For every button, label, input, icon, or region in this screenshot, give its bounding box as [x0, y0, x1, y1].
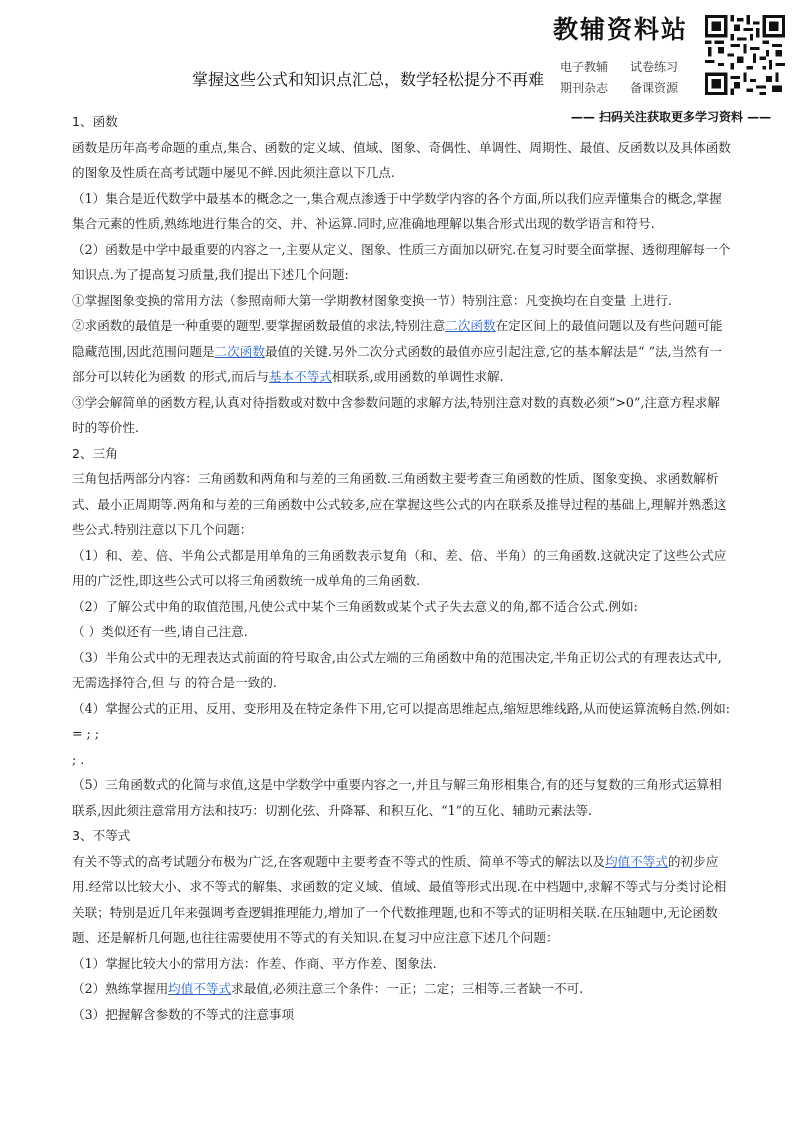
text: 相联系,或用函数的单调性求解.: [331, 369, 504, 384]
paragraph: [72, 313, 732, 390]
link-journals[interactable]: 期刊杂志: [560, 81, 609, 95]
link-lesson-resources[interactable]: 备课资源: [630, 81, 679, 95]
text: 求最值,必须注意三个条件：一正；二定；三相等.三者缺一不可.: [231, 981, 584, 996]
paragraph: （5）三角函数式的化简与求值,这是中学数学中重要内容之一,并且与解三角形相集合,有的还与复数的三角形式运算相联系,因此须注意常用方法和技巧：切割化弦、升降幂、和积互化、“1”的互化、辅助元素法等.: [72, 777, 722, 818]
paragraph: 三角包括两部分内容：三角函数和两角和与差的三角函数.三角函数主要考查三角函数的性质、图象变换、求函数解析式、最小正周期等.两角和与差的三角函数中公式较多,应在掌握这些公式的内在联系及推导过程的基础上,理解并熟悉这些公式.特别注意以下几个问题：: [72, 471, 727, 537]
paragraph: [72, 976, 732, 1002]
text: 最值的关键.另外二次分式函数的最值亦应引起注意,它的基本解法是“ ”法,当然有一部分可以转化为函数 的形式,而后与: [72, 343, 722, 384]
section-heading-functions: 1、函数: [72, 114, 118, 129]
link-basic-inequality[interactable]: 基本不等式: [268, 369, 332, 384]
paragraph: （ ）类似还有一些,请自己注意.: [72, 624, 248, 639]
paragraph: 函数是历年高考命题的重点,集合、函数的定义域、值域、图象、奇偶性、单调性、周期性、最值、反函数以及具体函数的图象及性质在高考试题中屡见不鲜.因此须注意以下几点.: [72, 139, 731, 180]
link-mean-inequality[interactable]: 均值不等式: [168, 981, 232, 996]
link-mean-inequality[interactable]: 均值不等式: [604, 853, 668, 869]
link-exams[interactable]: 试卷练习: [630, 60, 679, 74]
article-body: [72, 109, 732, 1027]
paragraph: ③学会解简单的函数方程,认真对待指数或对数中含参数问题的求解方法,特别注意对数的真数必须“>0”,注意方程求解时的等价性.: [72, 394, 720, 435]
link-ebooks[interactable]: 电子教辅: [560, 60, 609, 74]
link-quadratic-function[interactable]: 二次函数: [445, 318, 496, 333]
paragraph: （1）集合是近代数学中最基本的概念之一,集合观点渗透于中学数学内容的各个方面,所以我们应弄懂集合的概念,掌握集合元素的性质,熟练地进行集合的交、并、补运算.同时,应准确地理解以集合形式出现的数学语言和符号.: [72, 190, 722, 231]
paragraph: （2）函数是中学中最重要的内容之一,主要从定义、图象、性质三方面加以研究.在复习时要全面掌握、透彻理解每一个知识点.为了提高复习质量,我们提出下述几个问题:: [72, 241, 731, 282]
link-quadratic-function[interactable]: 二次函数: [214, 343, 265, 359]
header-links: [560, 58, 700, 96]
paragraph: （1）掌握比较大小的常用方法：作差、作商、平方作差、图象法.: [72, 955, 437, 971]
paragraph: （3）把握解含参数的不等式的注意事项: [72, 1006, 295, 1022]
text: （2）熟练掌握用: [72, 981, 169, 996]
paragraph: [72, 849, 732, 951]
scan-qr-caption: —— 扫码关注获取更多学习资料 ——: [570, 110, 772, 124]
paragraph: ①掌握图象变换的常用方法（参照南师大第一学期教材图象变换一节）特别注意：凡变换均在自变量 上进行.: [72, 292, 672, 308]
text: 的初步应用.经常以比较大小、求不等式的解集、求函数的定义域、值域、最值等形式出现.在中档题中,求解不等式与分类讨论相关联；特别是近几年来强调考查逻辑推理能力,增加了一个代数推理题,也和不等式的证明相关联.在压轴题中,无论函数题、还是解析几何题,也往往需要使用不等式的有关知识.在复习中应注意下述几个问题：: [72, 853, 727, 945]
paragraph: （3）半角公式中的无理表达式前面的符号取舍,由公式左端的三角函数中角的范围决定,半角正切公式的有理表达式中,无需选择符合,但 与 的符合是一致的.: [72, 649, 722, 690]
page-title: 掌握这些公式和知识点汇总，数学轻松提分不再难: [192, 70, 545, 89]
formula-line: ; .: [72, 751, 85, 767]
text: 在定区间上的最值问题以及有些问题可能隐藏范围,因此范围问题是: [72, 318, 723, 359]
text: 有关不等式的高考试题分布极为广泛,在客观题中主要考查不等式的性质、简单不等式的解法以及: [72, 853, 605, 869]
paragraph: （1）和、差、倍、半角公式都是用单角的三角函数表示复角（和、差、倍、半角）的三角函数.这就决定了这些公式应用的广泛性,即这些公式可以将三角函数统一成单角的三角函数.: [72, 547, 727, 588]
site-brand: 教辅资料站: [553, 15, 689, 44]
formula-line: = ; ;: [72, 726, 100, 741]
section-heading-trigonometry: 2、三角: [72, 445, 118, 461]
paragraph: （2）了解公式中角的取值范围,凡使公式中某个三角函数或某个式子失去意义的角,都不适合公式.例如:: [72, 598, 638, 614]
section-heading-inequalities: 3、不等式: [72, 828, 131, 843]
qr-code-icon: [705, 15, 785, 95]
text: ②求函数的最值是一种重要的题型.要掌握函数最值的求法,特别注意: [72, 318, 446, 333]
paragraph: （4）掌握公式的正用、反用、变形用及在特定条件下用,它可以提高思维起点,缩短思维线路,从而使运算流畅自然.例如:: [72, 700, 730, 716]
